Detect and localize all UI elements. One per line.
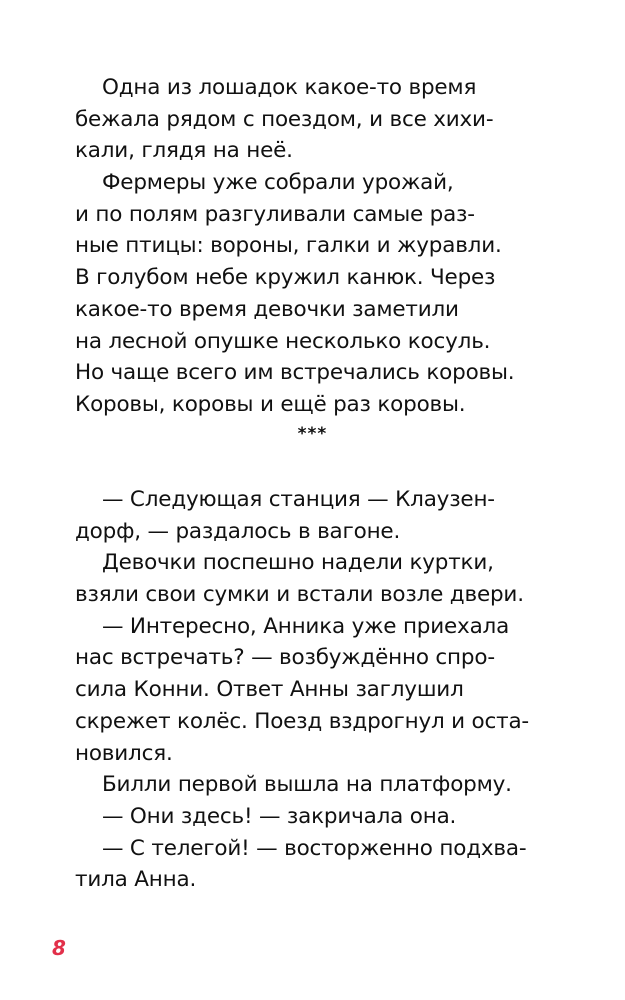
text-line: и по полям разгуливали самые раз- (75, 201, 475, 227)
text-line: Фермеры уже собрали урожай, (102, 170, 454, 196)
text-line: — Интересно, Анника уже приехала (102, 613, 510, 639)
text-line: дорф, — раздалось в вагоне. (75, 518, 401, 544)
text-line: нас встречать? — возбуждённо спро- (75, 645, 495, 671)
text-line: новился. (75, 740, 173, 766)
text-line: — Они здесь! — закричала она. (102, 803, 457, 829)
text-line: сила Конни. Ответ Анны заглушил (75, 677, 464, 703)
text-line: — Следующая станция — Клаузен- (102, 487, 495, 512)
section-separator: *** (297, 424, 328, 444)
text-block-1 (75, 72, 535, 421)
text-line: В голубом небе кружил канюк. Через (75, 265, 496, 291)
text-line: скрежет колёс. Поезд вздрогнул и оста- (75, 708, 529, 734)
text-line: Но чаще всего им встречались коровы. (75, 360, 515, 386)
text-block-2 (75, 484, 535, 896)
text-line: на лесной опушке несколько косуль. (75, 328, 491, 354)
text-line: ные птицы: вороны, галки и журавли. (75, 233, 502, 259)
text-line: кали, глядя на неё. (75, 138, 293, 164)
text-line: бежала рядом с поездом, и все хихи- (75, 106, 494, 132)
page-number: 8 (52, 936, 66, 960)
text-line: Коровы, коровы и ещё раз коровы. (75, 391, 466, 417)
text-line: Одна из лошадок какое-то время (102, 75, 477, 100)
text-line: Девочки поспешно надели куртки, (102, 550, 494, 576)
text-line: какое-то время девочки заметили (75, 296, 459, 322)
text-line: взяли свои сумки и встали возле двери. (75, 582, 524, 608)
text-line: — С телегой! — восторженно подхва- (102, 835, 527, 861)
text-line: Билли первой вышла на платформу. (102, 772, 512, 798)
text-line: тила Анна. (75, 867, 197, 893)
